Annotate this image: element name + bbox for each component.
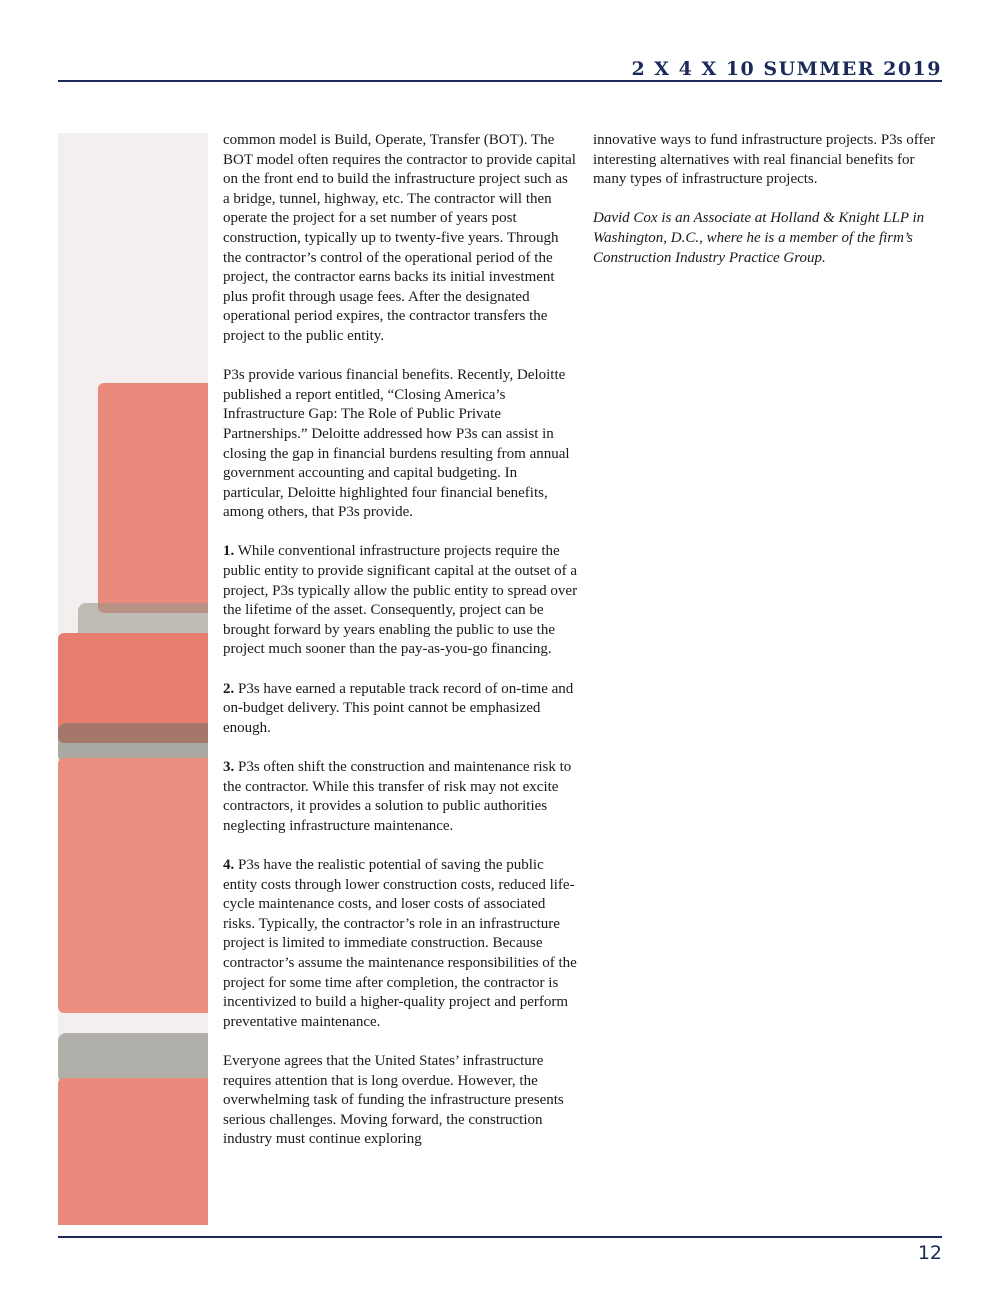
footer-rule: [58, 1236, 942, 1238]
article-left-column: [223, 131, 578, 1150]
list-item: [223, 680, 578, 739]
photo-brick: [58, 1078, 208, 1225]
list-number: 2.: [223, 680, 235, 697]
list-item: [223, 758, 578, 836]
list-text: P3s often shift the construction and maintenance risk to the contractor. While this transfer of risk may not excite contractors, it provides a solution to public authorities neglecting infrastructure maintenance.: [223, 759, 572, 834]
photo-mortar: [58, 723, 208, 763]
list-text: P3s have earned a reputable track record of on-time and on-budget delivery. This point cannot be emphasized enough.: [223, 680, 574, 736]
paragraph: P3s provide various financial benefits. Recently, Deloitte published a report entitled, “Closing America’s Infrastructure Gap: The Role of Public Private Partnerships.” Deloitte addressed how P3s can assist in closing the gap in financial burdens resulting from annual government accounting and capital budgeting. In particular, Deloitte highlighted four financial benefits, among others, that P3s provide.: [223, 367, 570, 521]
paragraph: innovative ways to fund infrastructure projects. P3s offer interesting alternatives with real financial benefits for many types of infrastructure projects.: [593, 132, 936, 188]
list-number: 3.: [223, 759, 235, 775]
list-number: 1.: [223, 543, 235, 560]
photo-brick: [58, 758, 208, 1013]
photo-brick: [98, 383, 208, 613]
photo-mortar: [58, 1033, 208, 1083]
list-text: P3s have the realistic potential of saving the public entity costs through lower construction costs, reduced life-cycle maintenance costs, and loser costs of associated risks. Typically, the contractor’s role in an infrastructure project is limited to immediate construction. Because contractor’s assume the maintenance responsibilities of the project for some time after completion, the contractor is incentivized to build a higher-quality project and perform preventative maintenance.: [223, 856, 577, 1030]
page-number: 12: [917, 1242, 942, 1264]
paragraph: common model is Build, Operate, Transfer (BOT). The BOT model often requires the contractor to provide capital on the front end to build the infrastructure project such as a bridge, tunnel, highway, etc. The contractor will then operate the project for a set number of years post construction, typically up to twenty-five years. Through the contractor’s control of the operational period of the project, the contractor earns backs its initial investment plus profit through usage fees. After the designated operational period expires, the contractor transfers the project to the public entity.: [223, 132, 576, 344]
author-bio: David Cox is an Associate at Holland & Knight LLP in Washington, D.C., where he is a member of the firm’s Construction Industry Practice Group.: [593, 210, 925, 266]
article-right-column: [593, 131, 945, 268]
brick-wall-photo: [58, 133, 208, 1225]
paragraph: Everyone agrees that the United States’ infrastructure requires attention that is long overdue. However, the overwhelming task of funding the infrastructure presents serious challenges. Moving forward, the construction industry must continue exploring: [223, 1052, 564, 1148]
header-rule: [58, 80, 942, 82]
list-item: [223, 542, 578, 660]
list-number: 4.: [223, 856, 235, 873]
magazine-issue-title: 2 X 4 X 10 SUMMER 2019: [631, 58, 942, 80]
list-item: [223, 856, 578, 1032]
list-text: While conventional infrastructure projects require the public entity to provide significant capital at the outset of a project, P3s typically allow the public entity to spread over the lifetime of the asset. Consequently, project can be brought forward by years enabling the public to use the project much sooner than the pay-as-you-go financing.: [223, 543, 578, 658]
